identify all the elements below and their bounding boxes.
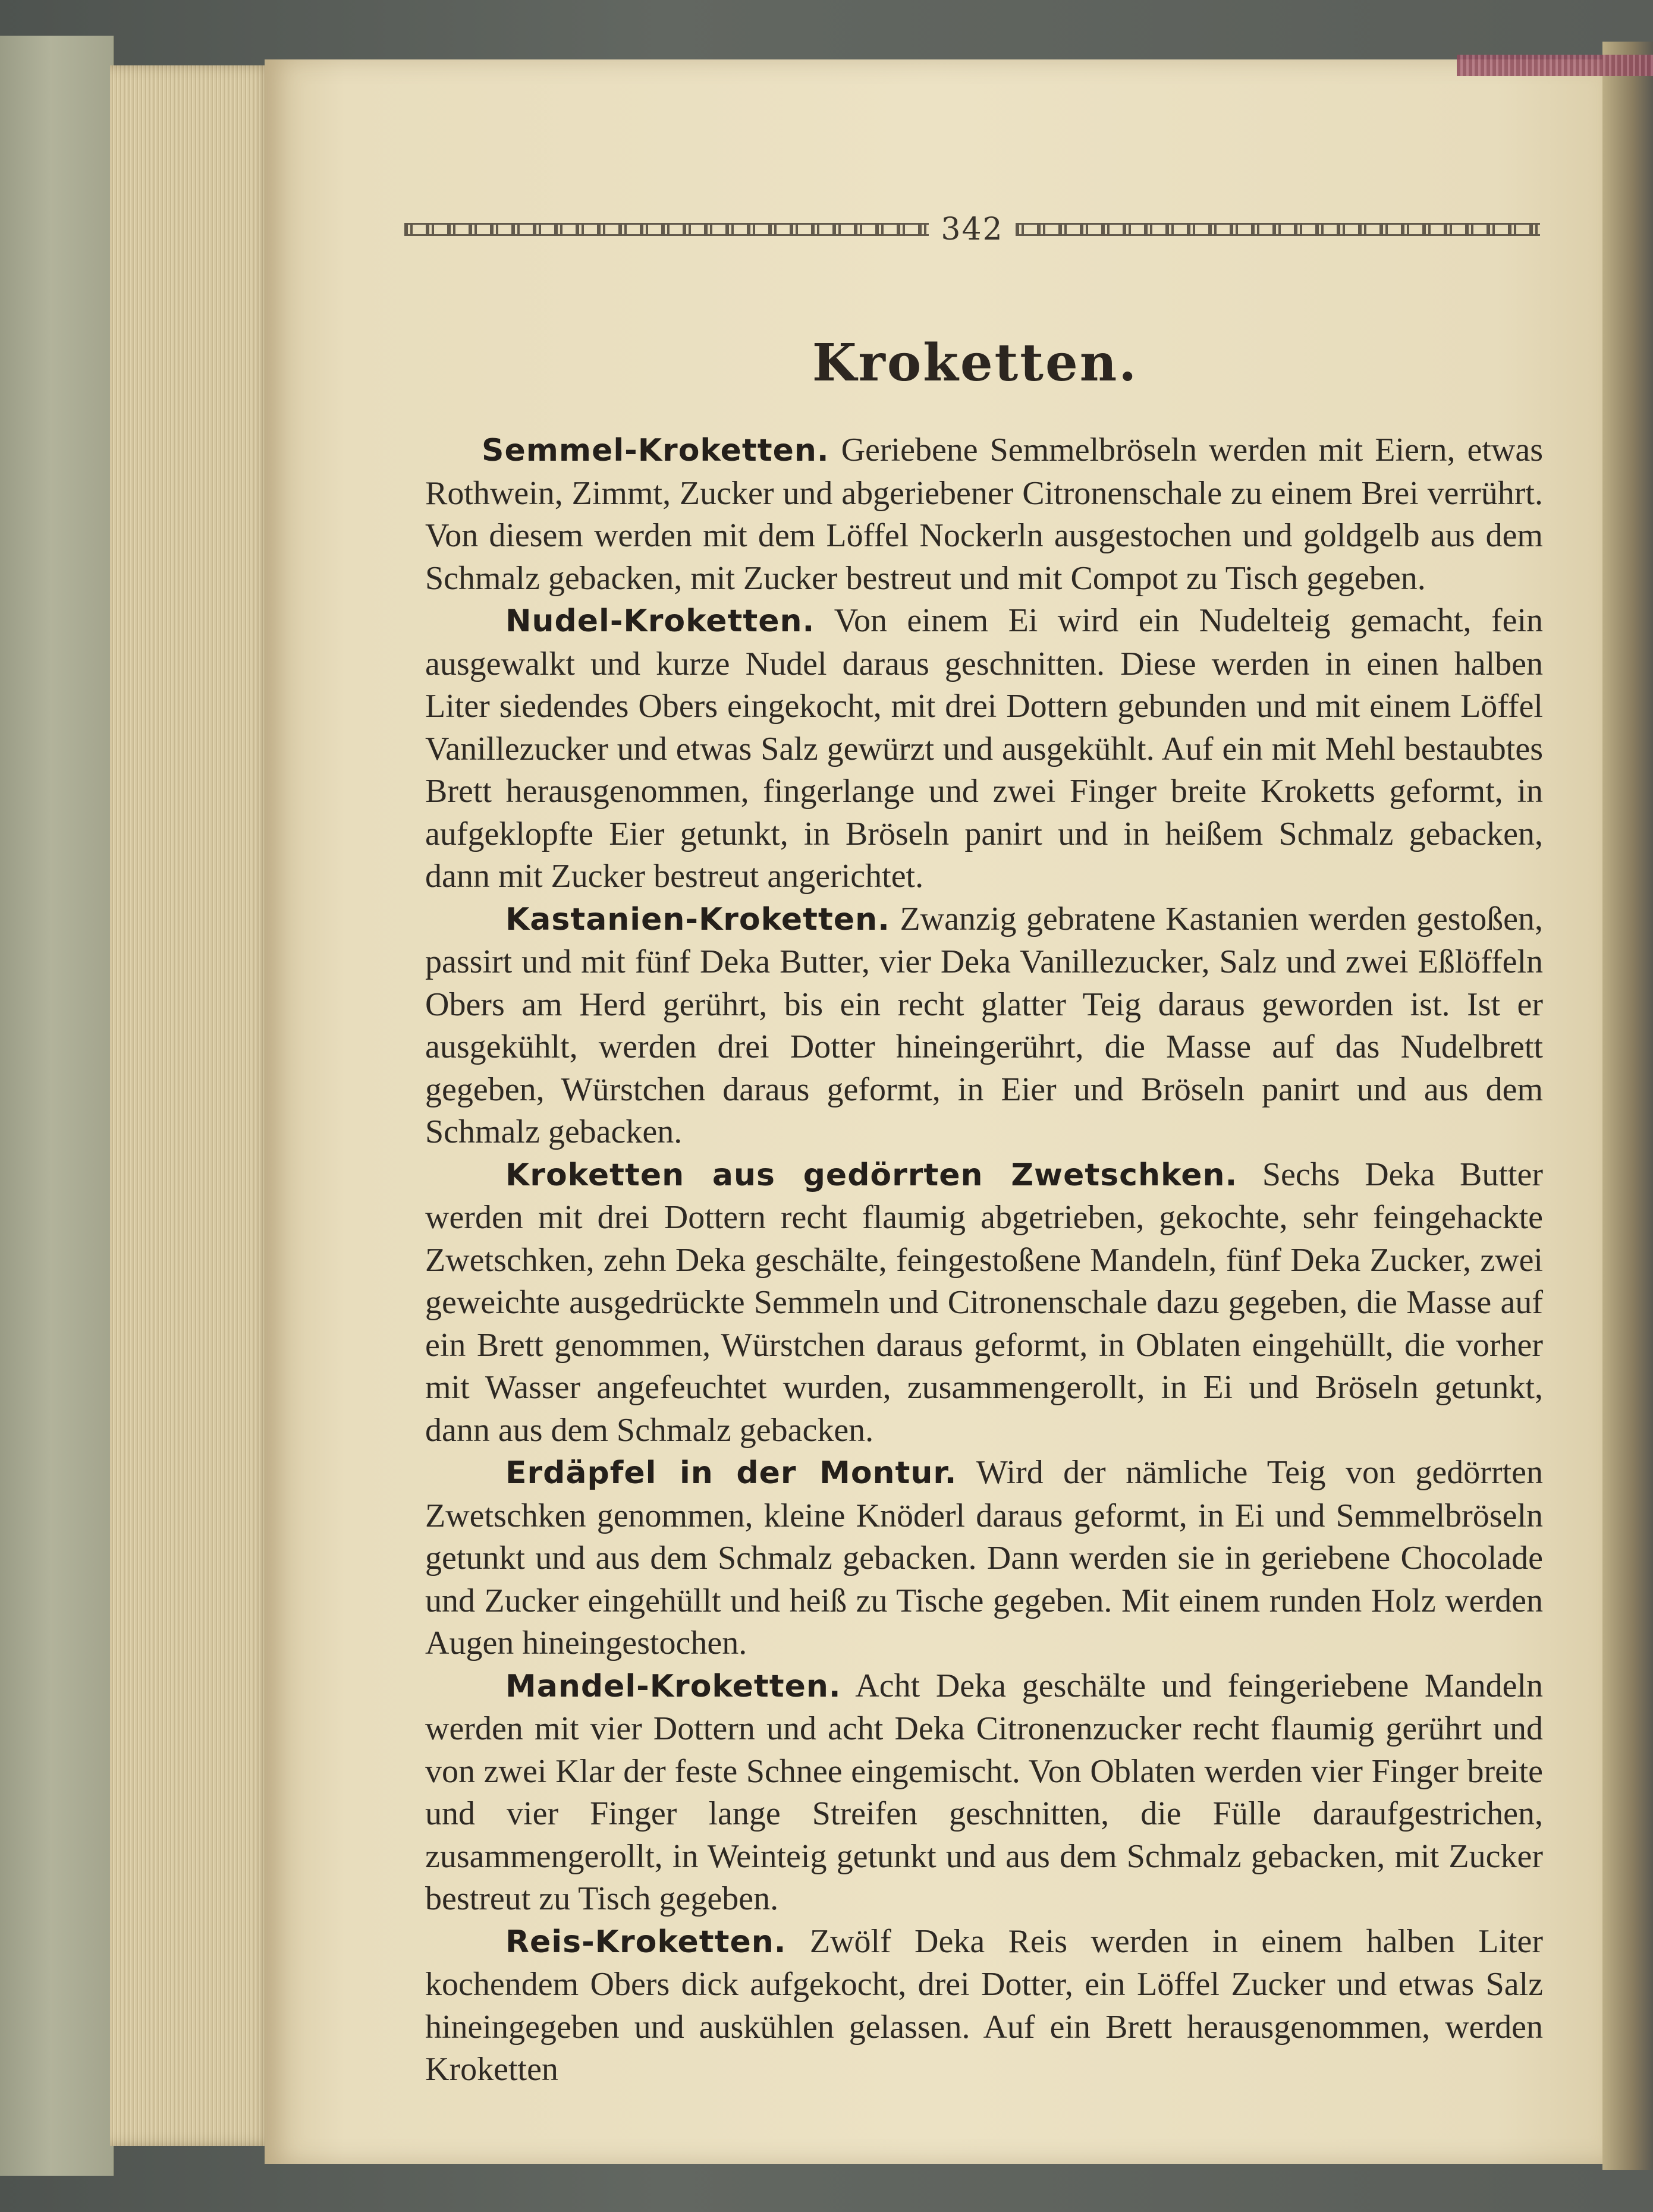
recipe-list (425, 429, 1543, 2091)
recipe-paragraph (425, 898, 1543, 1154)
page-number: 342 (941, 212, 1004, 247)
running-header (404, 212, 1540, 247)
recipe-name: Kastanien-Kroketten. (505, 901, 890, 937)
recipe-text: Acht Deka geschälte und feingeriebene Mandeln werden mit vier Dottern und acht Deka Citronenzucker recht flaumig gerührt und von zwei Klar der feste Schnee eingemischt. Von Oblaten werden vier Finger breite und vier Finger lange Streifen geschnitten, die Fülle daraufgestrichen, zusammengerollt, in Weinteig getunkt und aus dem Schmalz gebacken, mit Zucker bestreut zu Tisch gegeben. (425, 1667, 1543, 1917)
recipe-name: Mandel-Kroketten. (505, 1668, 841, 1704)
page-edges (110, 65, 276, 2146)
recipe-text: Sechs Deka Butter werden mit drei Dottern recht flaumig abgetrieben, gekochte, sehr feingehackte Zwetschken, zehn Deka geschälte, feingestoßene Mandeln, fünf Deka Zucker, zwei geweichte ausgedrückte Semmeln und Citronenschale dazu gegeben, die Masse auf ein Brett genommen, Würstchen daraus geformt, in Oblaten eingehüllt, die vorher mit Wasser angefeuchtet wurden, zusammengerollt, in Ei und Bröseln getunkt, dann aus dem Schmalz gebacken. (425, 1156, 1543, 1449)
recipe-paragraph (425, 1921, 1543, 2091)
recipe-text: Von einem Ei wird ein Nudelteig gemacht, fein ausgewalkt und kurze Nudel daraus geschnitten. Diese werden in einen halben Liter siedendes Obers eingekocht, mit drei Dottern gebunden und mit einem Löffel Vanillezucker und etwas Salz gewürzt und ausgekühlt. Auf ein mit Mehl bestaubtes Brett herausgenommen, fingerlange und zwei Finger breite Kroketts geformt, in aufgeklopfte Eier getunkt, in Bröseln panirt und in heißem Schmalz gebacken, dann mit Zucker bestreut angerichtet. (425, 602, 1544, 895)
recipe-name: Semmel-Kroketten. (482, 433, 829, 468)
recipe-name: Kroketten aus gedörrten Zwetschken. (505, 1157, 1238, 1193)
recipe-text: Zwölf Deka Reis werden in einem halben Liter kochendem Obers dick aufgekocht, drei Dotter, ein Löffel Zucker und etwas Salz hineingegeben und auskühlen gelassen. Auf ein Brett herausgenommen, werden Kroketten (425, 1922, 1543, 2088)
recipe-paragraph (425, 1154, 1543, 1452)
right-page-edge (1602, 42, 1653, 2170)
header-ornament-right (1016, 223, 1540, 236)
header-ornament-left (404, 223, 929, 236)
recipe-name: Erdäpfel in der Montur. (505, 1455, 957, 1491)
bookmark-ribbon (1457, 55, 1653, 76)
recipe-text: Wird der nämliche Teig von gedörrten Zwetschken genommen, kleine Knöderl daraus geformt, in Ei und Semmelbröseln getunkt und aus dem Schmalz gebacken. Dann werden sie in geriebene Chocolade und Zucker eingehüllt und heiß zu Tische gegeben. Mit einem runden Holz werden Augen hineingestochen. (425, 1454, 1543, 1662)
recipe-name: Reis-Kroketten. (505, 1924, 787, 1960)
recipe-text: Zwanzig gebratene Kastanien werden gestoßen, passirt und mit fünf Deka Butter, vier Deka Vanillezucker, Salz und zwei Eßlöffeln Obers am Herd gerührt, bis ein recht glatter Teig daraus geworden ist. Ist er ausgekühlt, werden drei Dotter hineingerührt, die Masse auf das Nudelbrett gegeben, Würstchen daraus geformt, in Eier und Bröseln panirt und aus dem Schmalz gebacken. (425, 900, 1544, 1150)
recipe-paragraph (425, 600, 1543, 898)
recipe-name: Nudel-Kroketten. (505, 603, 815, 639)
recipe-paragraph (425, 429, 1543, 600)
recipe-paragraph (425, 1452, 1543, 1665)
recipe-text: Geriebene Semmelbröseln werden mit Eiern, etwas Rothwein, Zimmt, Zucker und abgeriebener Citronenschale zu einem Brei verrührt. Von diesem werden mit dem Löffel Nockerln ausgestochen und goldgelb aus dem Schmalz gebacken, mit Zucker bestreut und mit Compot zu Tisch gegeben. (425, 432, 1544, 597)
recipe-paragraph (425, 1665, 1543, 1921)
page-title: Kroketten. (812, 333, 1139, 393)
book-cover (0, 36, 114, 2176)
